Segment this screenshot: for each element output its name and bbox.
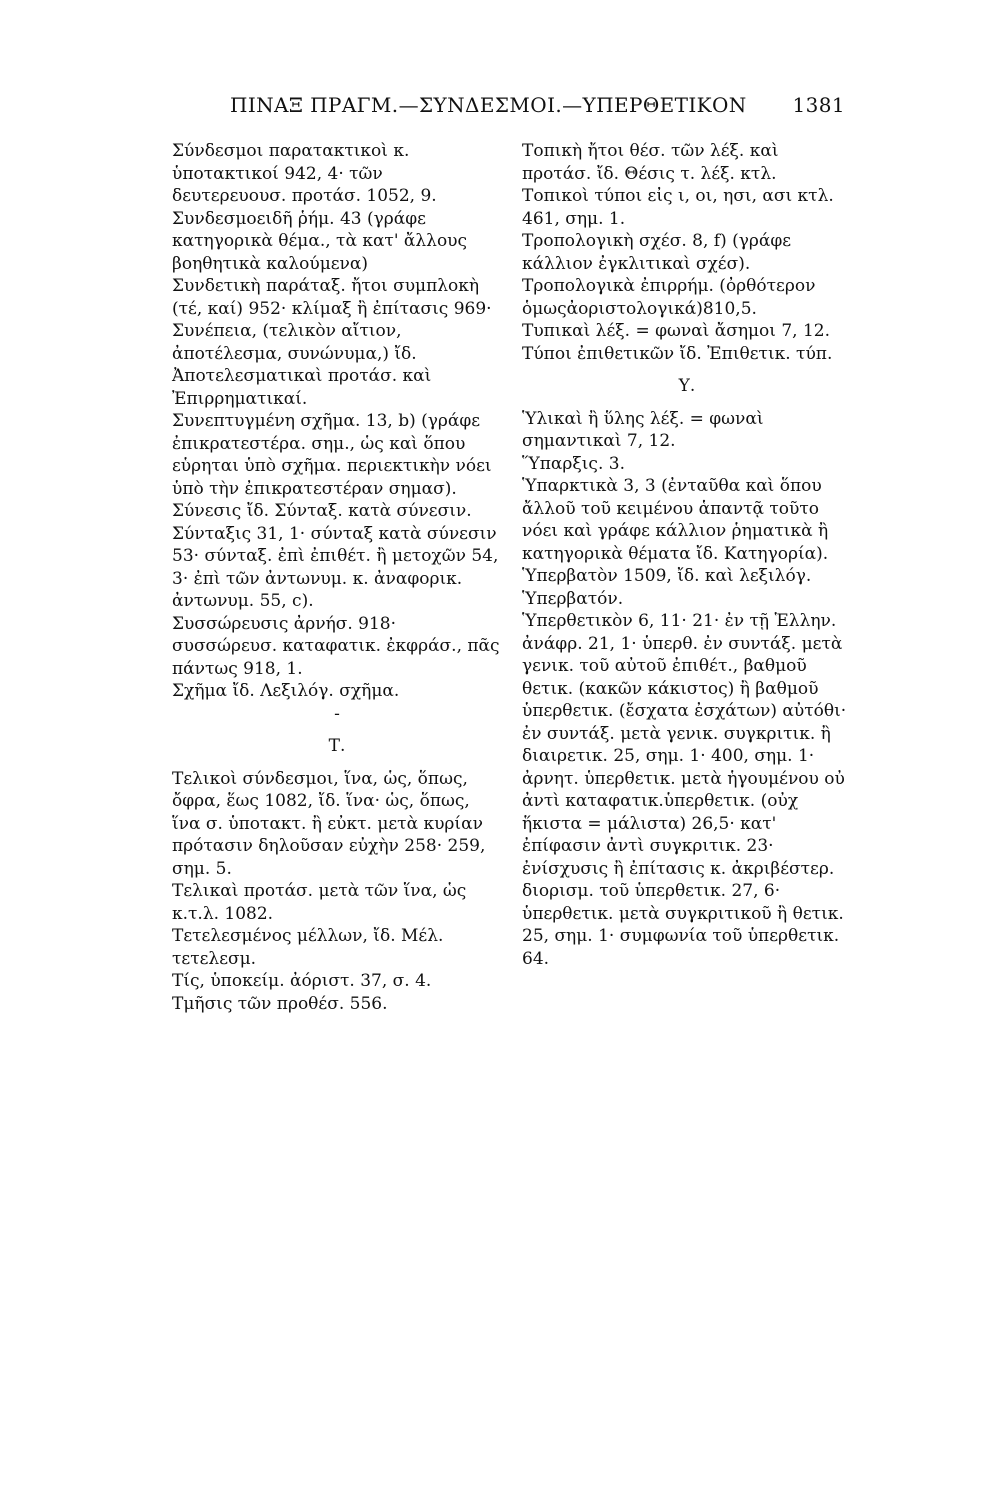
section-heading-tau: Τ.	[328, 736, 346, 756]
index-entry: Ὕπαρξις. 3.	[522, 453, 625, 474]
right-column	[522, 140, 852, 970]
section-heading-upsilon: Υ.	[678, 376, 696, 396]
index-entry: Συνδετικὴ παράταξ. ἤτοι συμπλοκὴ (τέ, καί) 952· κλίμαξ ἢ ἐπίτασις 969·	[172, 276, 492, 319]
index-entry: Τυπικαὶ λέξ. = φωναὶ ἄσημοι 7, 12.	[522, 321, 831, 341]
index-entry: Τίς, ὑποκείμ. ἀόριστ. 37, σ. 4.	[172, 971, 432, 991]
index-entry: Τοπικὴ ἤτοι θέσ. τῶν λέξ. καὶ προτάσ. ἴδ. Θέσις τ. λέξ. κτλ.	[522, 141, 779, 184]
index-entry: Σχῆμα ἴδ. Λεξιλόγ. σχῆμα.	[172, 681, 400, 701]
index-entry: Τροπολογικὰ ἐπιρρήμ. (ὀρθότερον ὁμωςἀοριστολογικά)810,5.	[522, 276, 816, 319]
index-entry: Συνέπεια, (τελικὸν αἴτιον, ἀποτέλεσμα, συνώνυμα,) ἴδ. Ἀποτελεσματικαὶ προτάσ. καὶ Ἐπιρρηματικαί.	[172, 321, 432, 409]
index-entry: Τοπικοὶ τύποι εἰς ι, οι, ησι, ασι κτλ. 461, σημ. 1.	[522, 186, 834, 229]
running-header	[230, 93, 845, 123]
index-entry: Τύποι ἐπιθετικῶν ἴδ. Ἐπιθετικ. τύπ.	[522, 343, 833, 364]
index-entry: Σύνεσις ἴδ. Σύνταξ. κατὰ σύνεσιν.	[172, 501, 472, 521]
left-column	[172, 140, 502, 1015]
index-entry: Συσσώρευσις ἀρνήσ. 918· συσσώρευσ. καταφατικ. ἐκφράσ., πᾶς πάντως 918, 1.	[172, 613, 500, 679]
index-entry: Ὑπερθετικὸν 6, 11· 21· ἐν τῇ Ἑλλην. ἀνάφρ. 21, 1· ὑπερθ. ἐν συντάξ. μετὰ γενικ. τοῦ αὐτοῦ ἐπιθέτ., βαθμοῦ θετικ. (κακῶν κάκιστος) ἢ βαθμοῦ ὑπερθετικ. (ἔσχατα ἐσχάτων) αὐτόθι· ἐν συντάξ. μετὰ γενικ. συγκριτικ. ἢ διαιρετικ. 25, σημ. 1· 400, σημ. 1· ἀρνητ. ὑπερθετικ. μετὰ ἡγουμένου οὐ ἀντὶ καταφατικ.ὑπερθετικ. (οὐχ ἥκιστα = μάλιστα) 26,5· κατ' ἐπίφασιν ἀντὶ συγκριτικ. 23· ἐνίσχυσις ἢ ἐπίτασις κ. ἀκριβέστερ. διορισμ. τοῦ ὑπερθετικ. 27, 6· ὑπερθετικ. μετὰ συγκριτικοῦ ἢ θετικ. 25, σημ. 1· συμφωνία τοῦ ὑπερθετικ. 64.	[522, 611, 847, 969]
index-entry: Ὑπερβατὸν 1509, ἴδ. καὶ λεξιλόγ. Ὑπερβατόν.	[522, 566, 812, 609]
index-entry: Ὑπαρκτικὰ 3, 3 (ἐνταῦθα καὶ ὅπου ἄλλοῦ τοῦ κειμένου ἁπαντᾷ τοῦτο νόει καὶ γράφε κάλλιον ῥηματικὰ ἢ κατηγορικὰ θέματα ἴδ. Κατηγορία).	[522, 476, 829, 564]
index-entry: Σύνταξις 31, 1· σύνταξ κατὰ σύνεσιν 53· σύνταξ. ἐπὶ ἐπιθέτ. ἢ μετοχῶν 54, 3· ἐπὶ τῶν ἀντωνυμ. κ. ἀναφορικ. ἀντωνυμ. 55, c).	[172, 523, 499, 611]
index-entry: Συνεπτυγμένη σχῆμα. 13, b) (γράφε ἐπικρατεστέρα. σημ., ὡς καὶ ὅπου εὑρηται ὑπὸ σχῆμα. περιεκτικὴν νόει ὑπὸ τὴν ἐπικρατεστέραν σημασ).	[172, 411, 492, 499]
index-entry: Τελικαὶ προτάσ. μετὰ τῶν ἵνα, ὡς κ.τ.λ. 1082.	[172, 881, 467, 924]
index-entry: Ὑλικαὶ ἢ ὕλης λέξ. = φωναὶ σημαντικαὶ 7, 12.	[522, 408, 764, 451]
index-entry: Τελικοὶ σύνδεσμοι, ἵνα, ὡς, ὅπως, ὄφρα, ἕως 1082, ἴδ. ἵνα· ὡς, ὅπως, ἵνα σ. ὑποτακτ. ἢ εὐκτ. μετὰ κυρίαν πρότασιν δηλοῦσαν εὐχὴν 258· 259, σημ. 5.	[172, 768, 486, 879]
index-entry: Σύνδεσμοι παρατακτικοὶ κ. ὑποτακτικοί 942, 4· τῶν δευτερευουσ. προτάσ. 1052, 9.	[172, 141, 437, 206]
index-entry: Συνδεσμοειδῆ ῥήμ. 43 (γράφε κατηγορικὰ θέμα., τὰ κατ' ἄλλους βοηθητικὰ καλούμενα)	[172, 208, 468, 274]
index-entry: Τμῆσις τῶν προθέσ. 556.	[172, 993, 388, 1014]
page-number: 1381	[792, 93, 845, 117]
header-title: ΠΙΝΑΞ ΠΡΑΓΜ.—ΣΥΝΔΕΣΜΟΙ.—ΥΠΕΡΘΕΤΙΚΟΝ	[230, 93, 747, 117]
index-entry: Τροπολογικὴ σχέσ. 8, f) (γράφε κάλλιον ἐγκλιτικαὶ σχέσ).	[522, 231, 792, 274]
separator-dash: -	[334, 703, 340, 724]
index-entry: Τετελεσμένος μέλλων, ἴδ. Μέλ. τετελεσμ.	[172, 926, 444, 969]
